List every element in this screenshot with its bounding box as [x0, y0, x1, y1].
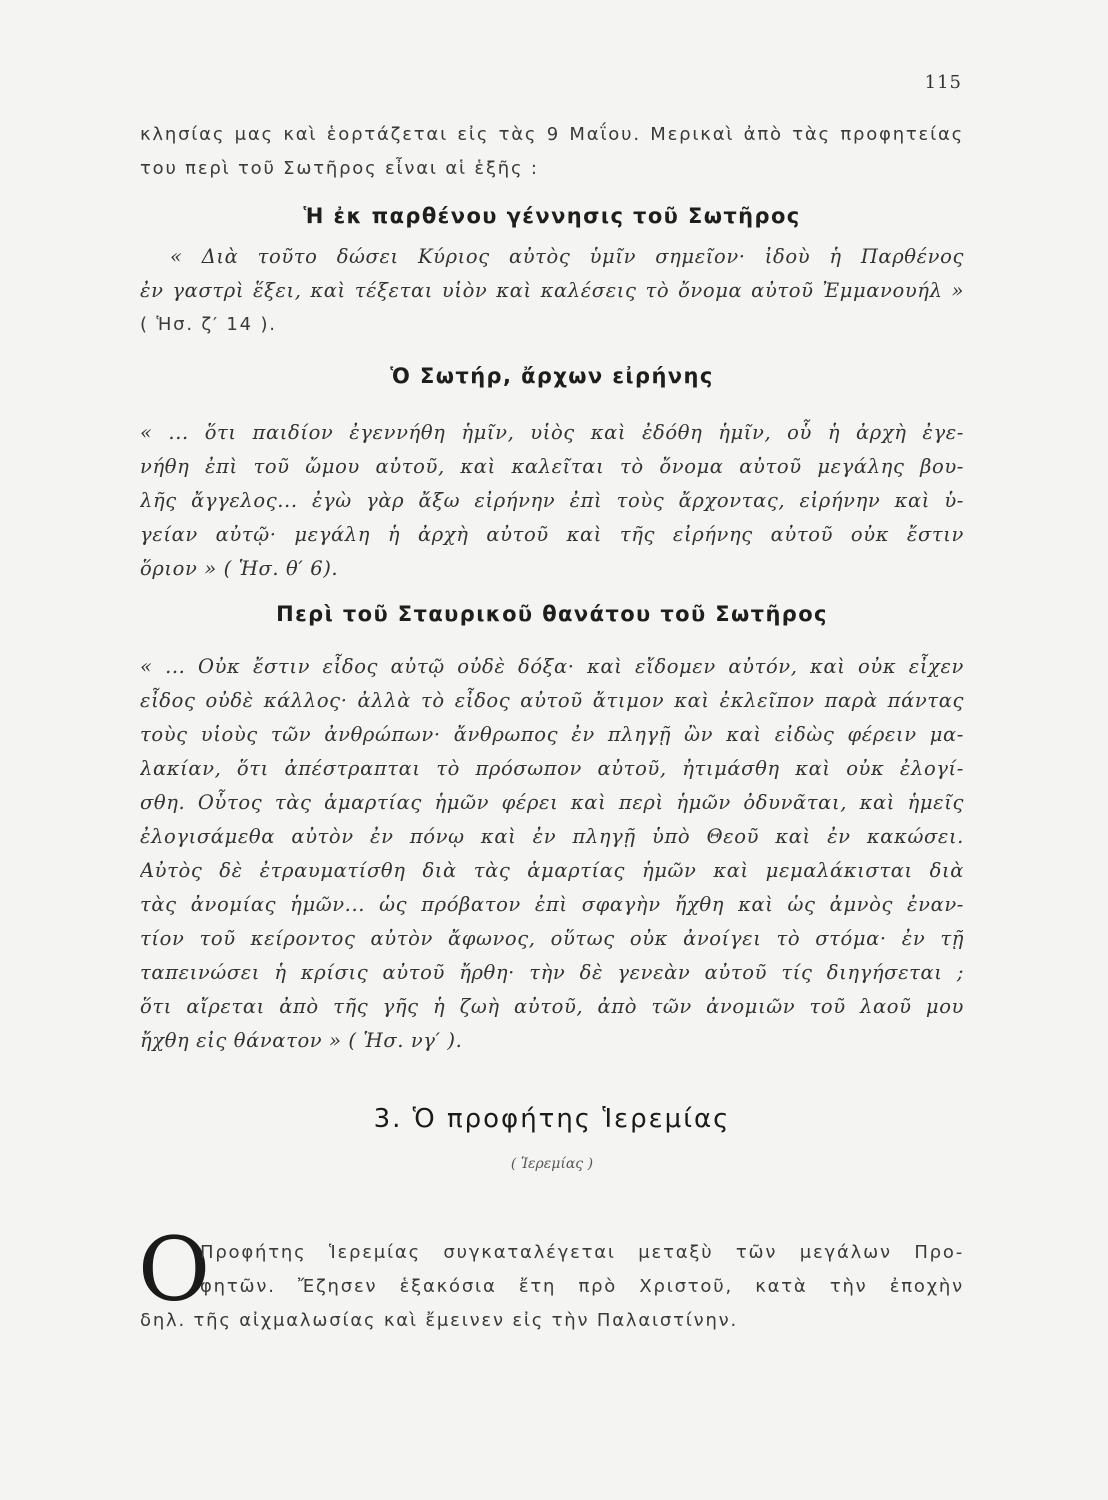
text-line: νήθη ἐπὶ τοῦ ὤμου αὐτοῦ, καὶ καλεῖται τὸ ὄνομα αὐτοῦ μεγάλης βου- — [140, 455, 964, 478]
page-number: 115 — [924, 72, 962, 93]
text-line: κλησίας μας καὶ ἑορτάζεται εἰς τὰς 9 Μαΐου. Μερικαὶ ἀπὸ τὰς προφητείας — [140, 124, 964, 145]
quote-crucifixion — [140, 650, 964, 1058]
chapter-paragraph-cont — [140, 1304, 964, 1338]
text-line: τοὺς υἱοὺς τῶν ἀνθρώπων· ἄνθρωπος ἐν πληγῇ ὢν καὶ εἰδὼς φέρειν μα- — [140, 723, 964, 746]
text-line: ὅριον » ( Ἡσ. θ′ 6). — [140, 557, 339, 580]
text-line: γείαν αὐτῷ· μεγάλη ἡ ἀρχὴ αὐτοῦ καὶ τῆς εἰρήνης αὐτοῦ οὐκ ἔστιν — [140, 523, 964, 546]
text-line: σθη. Οὗτος τὰς ἁμαρτίας ἡμῶν φέρει καὶ περὶ ἡμῶν ὀδυνᾶται, καὶ ἡμεῖς — [140, 791, 964, 814]
chapter-subtitle: ( Ἱερεμίας ) — [510, 1156, 594, 1172]
text-line: ἐλογισάμεθα αὐτὸν ἐν πόνῳ καὶ ἐν πληγῇ ὑπὸ Θεοῦ καὶ ἐν κακώσει. — [140, 825, 964, 848]
citation: ( Ἡσ. ζ′ 14 ). — [140, 314, 277, 335]
text-line: ἐν γαστρὶ ἕξει, καὶ τέξεται υἱὸν καὶ καλέσεις τὸ ὄνομα αὐτοῦ Ἐμμανουήλ » — [140, 279, 964, 302]
drop-cap: Ο — [138, 1218, 211, 1321]
text-line: λακίαν, ὅτι ἀπέστραπται τὸ πρόσωπον αὐτοῦ, ἠτιμάσθη καὶ οὐκ ἐλογί- — [140, 757, 964, 780]
text-line: Προφήτης Ἱερεμίας συγκαταλέγεται μεταξὺ τῶν μεγάλων Προ- — [200, 1242, 964, 1263]
text-line: του περὶ τοῦ Σωτῆρος εἶναι αἱ ἑξῆς : — [140, 158, 539, 179]
section-heading-crucifixion: Περὶ τοῦ Σταυρικοῦ θανάτου τοῦ Σωτῆρος — [276, 602, 828, 626]
chapter-paragraph — [200, 1236, 964, 1304]
section-heading-prince-of-peace: Ὁ Σωτήρ, ἄρχων εἰρήνης — [390, 364, 714, 388]
text-line: λῆς ἄγγελος... ἐγὼ γὰρ ἄξω εἰρήνην ἐπὶ τοὺς ἄρχοντας, εἰρήνην καὶ ὑ- — [140, 489, 964, 512]
text-line: δηλ. τῆς αἰχμαλωσίας καὶ ἔμεινεν εἰς τὴν Παλαιστίνην. — [140, 1310, 739, 1331]
text-line: ἤχθη εἰς θάνατον » ( Ἡσ. νγ′ ). — [140, 1029, 463, 1052]
chapter-title: 3. Ὁ προφήτης Ἱερεμίας — [373, 1104, 731, 1134]
text-line: τὰς ἀνομίας ἡμῶν... ὡς πρόβατον ἐπὶ σφαγὴν ἤχθη καὶ ὡς ἀμνὸς ἐναν- — [140, 893, 964, 916]
intro-paragraph — [140, 118, 964, 186]
text-line: τίον τοῦ κείροντος αὐτὸν ἄφωνος, οὕτως οὐκ ἀνοίγει τὸ στόμα· ἐν τῇ — [140, 927, 964, 950]
text-line: « Διὰ τοῦτο δώσει Κύριος αὐτὸς ὑμῖν σημεῖον· ἰδοὺ ἡ Παρθένος — [170, 245, 964, 268]
text-line: φητῶν. Ἔζησεν ἑξακόσια ἔτη πρὸ Χριστοῦ, κατὰ τὴν ἐποχὴν — [200, 1276, 964, 1297]
text-line: Αὐτὸς δὲ ἐτραυματίσθη διὰ τὰς ἁμαρτίας ἡμῶν καὶ μεμαλάκισται διὰ — [140, 859, 964, 882]
text-line: « ... ὅτι παιδίον ἐγεννήθη ἡμῖν, υἱὸς καὶ ἐδόθη ἡμῖν, οὗ ἡ ἀρχὴ ἐγε- — [140, 421, 964, 444]
text-line: εἶδος οὐδὲ κάλλος· ἀλλὰ τὸ εἶδος αὐτοῦ ἄτιμον καὶ ἐκλεῖπον παρὰ πάντας — [140, 689, 964, 712]
quote-prince-of-peace — [140, 416, 964, 586]
section-heading-virgin-birth: Ἡ ἐκ παρθένου γέννησις τοῦ Σωτῆρος — [303, 204, 801, 228]
text-line: ταπεινώσει ἡ κρίσις αὐτοῦ ἤρθη· τὴν δὲ γενεὰν αὐτοῦ τίς διηγήσεται ; — [140, 961, 964, 984]
text-line: ὅτι αἴρεται ἀπὸ τῆς γῆς ἡ ζωὴ αὐτοῦ, ἀπὸ τῶν ἀνομιῶν τοῦ λαοῦ μου — [140, 995, 964, 1018]
quote-virgin-birth — [170, 240, 964, 274]
text-line: « ... Οὐκ ἔστιν εἶδος αὐτῷ οὐδὲ δόξα· καὶ εἴδομεν αὐτόν, καὶ οὐκ εἶχεν — [140, 655, 964, 678]
quote-virgin-birth-cont — [140, 274, 964, 342]
